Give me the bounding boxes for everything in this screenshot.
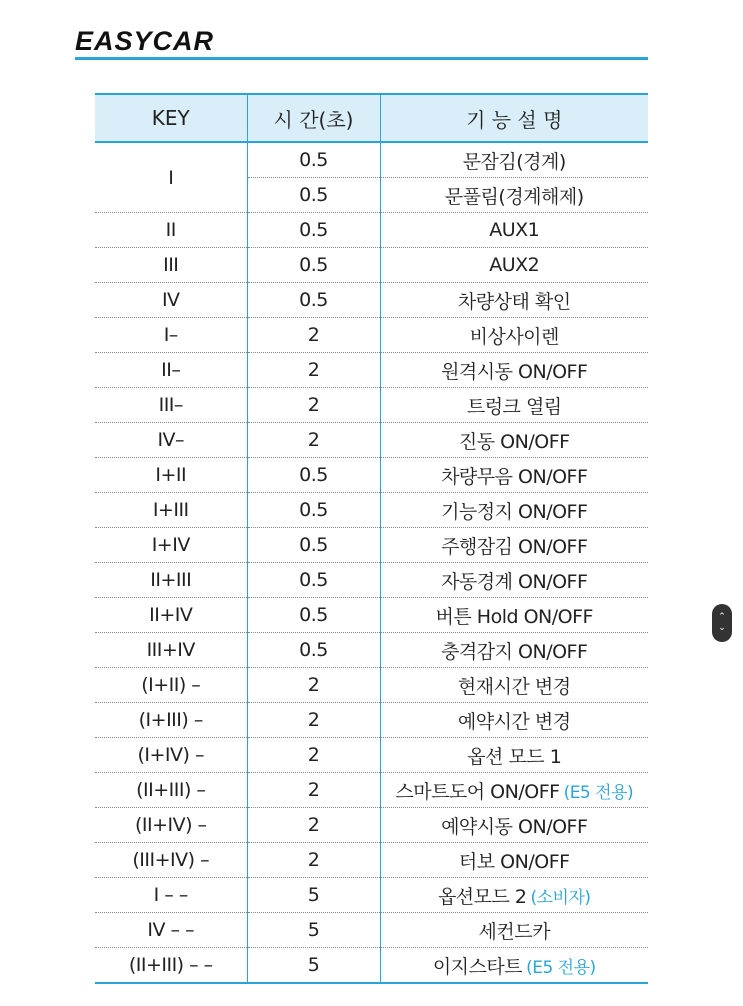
table-row (95, 773, 648, 808)
table-row (95, 668, 648, 703)
table-row (95, 703, 648, 738)
key-cell: I– (95, 318, 247, 353)
table-row (95, 948, 648, 984)
key-cell: IV – – (95, 913, 247, 948)
description-text: 차량상태 확인 (457, 290, 571, 313)
description-text: 자동경계 ON/OFF (441, 570, 588, 593)
description-text: 원격시동 ON/OFF (441, 360, 588, 383)
description-text: 충격감지 ON/OFF (441, 640, 588, 663)
key-cell: III (95, 248, 247, 283)
key-cell: I – – (95, 878, 247, 913)
description-cell (380, 353, 648, 388)
key-cell: IV (95, 283, 247, 318)
time-cell: 0.5 (247, 598, 380, 633)
time-cell: 0.5 (247, 142, 380, 178)
description-text: 문풀림(경계해제) (444, 185, 584, 208)
description-text: 차량무음 ON/OFF (441, 465, 588, 488)
key-cell: (III+IV) – (95, 843, 247, 878)
time-cell: 0.5 (247, 248, 380, 283)
description-text: 스마트도어 ON/OFF (395, 780, 560, 803)
header-key: KEY (95, 94, 247, 142)
time-cell: 5 (247, 878, 380, 913)
description-text: 진동 ON/OFF (458, 430, 570, 453)
description-text: 기능정지 ON/OFF (441, 500, 588, 523)
description-cell (380, 563, 648, 598)
time-cell: 2 (247, 808, 380, 843)
description-cell (380, 843, 648, 878)
key-cell: I+IV (95, 528, 247, 563)
table-row (95, 318, 648, 353)
key-cell: III– (95, 388, 247, 423)
table-row (95, 423, 648, 458)
table-row (95, 353, 648, 388)
key-cell: III+IV (95, 633, 247, 668)
key-cell: (II+III) – (95, 773, 247, 808)
description-cell (380, 528, 648, 563)
description-cell (380, 703, 648, 738)
time-cell: 0.5 (247, 493, 380, 528)
description-text: 예약시동 ON/OFF (441, 815, 588, 838)
key-cell: (I+II) – (95, 668, 247, 703)
key-cell: II– (95, 353, 247, 388)
time-cell: 2 (247, 668, 380, 703)
table-row (95, 563, 648, 598)
key-cell: II+IV (95, 598, 247, 633)
description-cell (380, 423, 648, 458)
table-row (95, 878, 648, 913)
key-cell: II (95, 213, 247, 248)
description-text: AUX2 (489, 254, 540, 276)
time-cell: 0.5 (247, 458, 380, 493)
scroll-indicator[interactable] (712, 604, 732, 642)
time-cell: 0.5 (247, 563, 380, 598)
time-cell: 0.5 (247, 213, 380, 248)
header-time: 시 간(초) (247, 94, 380, 142)
description-note: (소비자) (530, 887, 591, 908)
table-row (95, 913, 648, 948)
header-rule (75, 57, 648, 60)
description-text: 문잠김(경계) (462, 150, 566, 173)
time-cell: 2 (247, 423, 380, 458)
description-cell (380, 738, 648, 773)
description-cell (380, 913, 648, 948)
table-row (95, 283, 648, 318)
description-cell (380, 878, 648, 913)
key-cell: (I+III) – (95, 703, 247, 738)
description-text: 이지스타트 (432, 955, 523, 978)
key-cell: I+III (95, 493, 247, 528)
table-row (95, 458, 648, 493)
description-cell (380, 283, 648, 318)
time-cell: 0.5 (247, 633, 380, 668)
description-cell (380, 808, 648, 843)
table-row (95, 493, 648, 528)
table-row (95, 248, 648, 283)
time-cell: 2 (247, 703, 380, 738)
table-row (95, 598, 648, 633)
header-description: 기 능 설 명 (380, 94, 648, 142)
key-cell: (II+III) – – (95, 948, 247, 984)
table-row (95, 843, 648, 878)
table-row (95, 142, 648, 178)
time-cell: 2 (247, 738, 380, 773)
description-cell (380, 948, 648, 984)
description-cell (380, 773, 648, 808)
table-row (95, 738, 648, 773)
key-cell: II+III (95, 563, 247, 598)
description-cell (380, 248, 648, 283)
key-function-table (95, 93, 648, 984)
description-text: AUX1 (489, 219, 540, 241)
description-cell (380, 458, 648, 493)
description-text: 터보 ON/OFF (458, 850, 570, 873)
table-row (95, 633, 648, 668)
description-text: 비상사이렌 (469, 325, 559, 348)
brand-logo: EASYCAR (75, 26, 215, 56)
time-cell: 0.5 (247, 283, 380, 318)
description-note: (E5 전용) (526, 957, 596, 978)
description-text: 예약시간 변경 (457, 710, 571, 733)
description-cell (380, 493, 648, 528)
description-cell (380, 388, 648, 423)
description-cell (380, 598, 648, 633)
description-text: 주행잠김 ON/OFF (441, 535, 588, 558)
description-text: 세컨드카 (478, 920, 550, 943)
time-cell: 0.5 (247, 178, 380, 213)
description-note: (E5 전용) (563, 782, 634, 803)
description-cell (380, 178, 648, 213)
time-cell: 2 (247, 388, 380, 423)
time-cell: 2 (247, 353, 380, 388)
description-cell (380, 213, 648, 248)
chevron-down-icon: ⌄ (718, 623, 726, 633)
key-cell: IV– (95, 423, 247, 458)
description-text: 옵션모드 2 (437, 885, 527, 908)
description-text: 옵션 모드 1 (467, 745, 562, 768)
key-cell: I (95, 142, 247, 213)
key-cell: (I+IV) – (95, 738, 247, 773)
description-cell (380, 318, 648, 353)
description-cell (380, 668, 648, 703)
table-row (95, 808, 648, 843)
time-cell: 2 (247, 773, 380, 808)
time-cell: 0.5 (247, 528, 380, 563)
time-cell: 5 (247, 913, 380, 948)
chevron-up-icon: ⌃ (718, 612, 726, 622)
key-cell: I+II (95, 458, 247, 493)
time-cell: 5 (247, 948, 380, 984)
table-row (95, 213, 648, 248)
key-cell: (II+IV) – (95, 808, 247, 843)
time-cell: 2 (247, 843, 380, 878)
description-text: 버튼 Hold ON/OFF (435, 605, 593, 628)
description-cell (380, 633, 648, 668)
description-text: 현재시간 변경 (457, 675, 571, 698)
description-text: 트렁크 열림 (466, 395, 562, 418)
time-cell: 2 (247, 318, 380, 353)
description-cell (380, 142, 648, 178)
table-row (95, 528, 648, 563)
table-row (95, 388, 648, 423)
